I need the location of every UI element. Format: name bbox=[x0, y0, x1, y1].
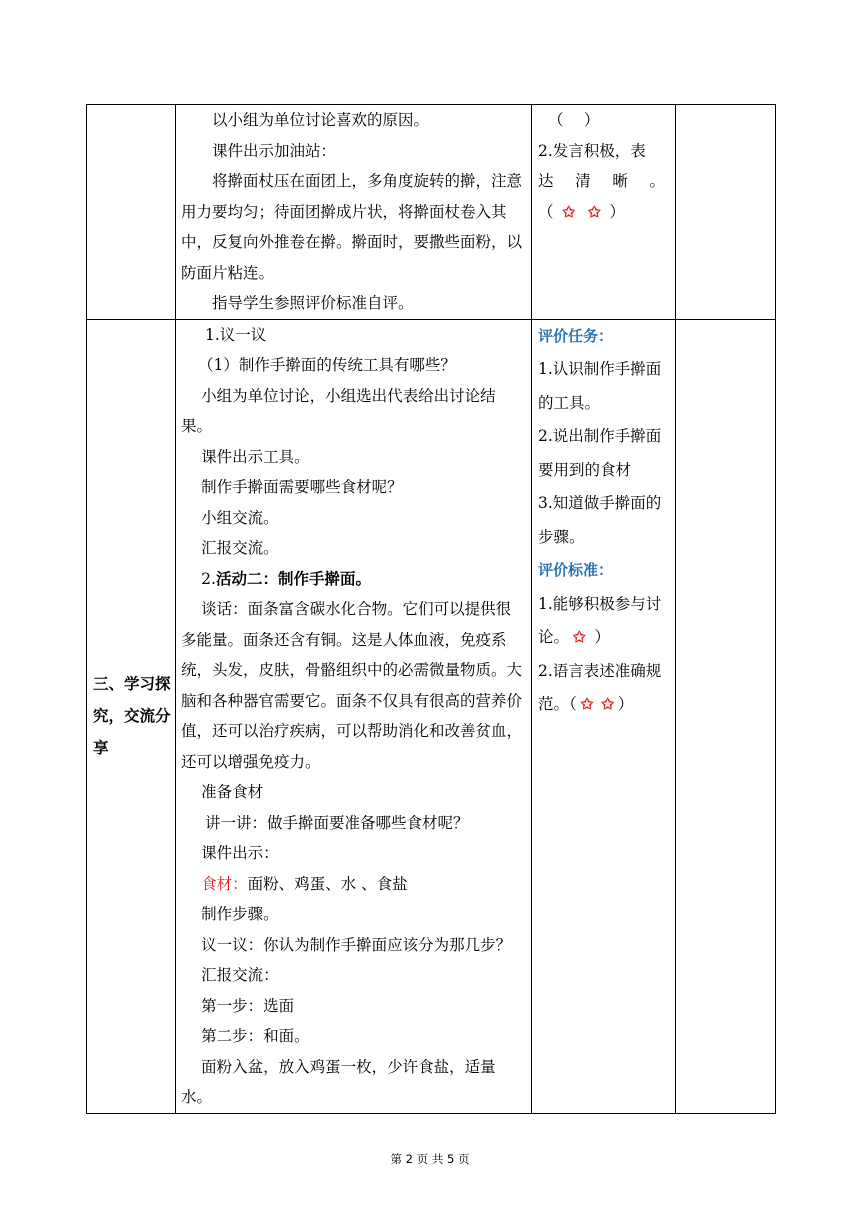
stage-cell bbox=[87, 319, 176, 1113]
star-icon: ✩ bbox=[601, 695, 614, 713]
table-row bbox=[87, 319, 776, 1113]
paragraph: 第一步：选面 bbox=[201, 996, 295, 1015]
paragraph: （1）制作手擀面的传统工具有哪些？ bbox=[198, 356, 456, 374]
eval-task-heading: 评价任务： bbox=[538, 326, 614, 345]
eval-standard: 1.能够积极参与讨论。 ✩ ） bbox=[538, 588, 671, 655]
paragraph: 指导学生参照评价标准自评。 bbox=[212, 294, 414, 312]
eval-text: 达 清 晰 。 bbox=[538, 172, 665, 190]
paragraph: 讲一讲：做手擀面要准备哪些食材呢？ bbox=[205, 813, 469, 832]
eval-task: 3.知道做手擀面的步骤。 bbox=[538, 494, 662, 546]
notes-cell bbox=[676, 319, 776, 1113]
table-row bbox=[87, 105, 776, 320]
star-icon: ✩ bbox=[562, 202, 576, 221]
page-footer: 第 2 页 共 5 页 bbox=[390, 1152, 470, 1166]
activity-heading: 2.活动二：制作手擀面。 bbox=[201, 569, 371, 588]
star-icon: ✩ bbox=[580, 695, 594, 713]
star-icon: ✩ bbox=[587, 202, 601, 221]
activity-cell bbox=[176, 105, 532, 320]
eval-task: 2.说出制作手擀面要用到的食材 bbox=[538, 427, 662, 479]
eval-text: 2.发言积极，表 bbox=[538, 141, 646, 160]
paragraph: 第二步：和面。 bbox=[201, 1027, 310, 1045]
stage-title: 三、学习探究，交流分享 bbox=[93, 675, 171, 757]
paragraph: 以小组为单位讨论喜欢的原因。 bbox=[212, 111, 430, 129]
paragraph: 课件出示加油站： bbox=[212, 141, 337, 160]
notes-cell bbox=[676, 105, 776, 320]
evaluation-cell bbox=[532, 319, 676, 1113]
evaluation-cell bbox=[532, 105, 676, 320]
activity-cell bbox=[176, 319, 532, 1113]
paragraph: 1.议一议 bbox=[205, 325, 267, 344]
eval-task: 1.认识制作手擀面的工具。 bbox=[538, 360, 662, 412]
paragraph: 面粉入盆，放入鸡蛋一枚，少许食盐，适量水。 bbox=[181, 1057, 496, 1106]
paragraph: 汇报交流： bbox=[201, 966, 279, 984]
paragraph: 制作步骤。 bbox=[201, 905, 279, 923]
paragraph: 制作手擀面需要哪些食材呢？ bbox=[201, 478, 403, 496]
paragraph: 课件出示： bbox=[201, 844, 279, 862]
paragraph: 将擀面杖压在面团上，多角度旋转的擀，注意用力要均匀；待面团擀成片状，将擀面杖卷入其中，反复向外推卷在擀。擀面时，要撒些面粉，以防面片粘连。 bbox=[181, 172, 523, 282]
paragraph: 小组为单位讨论，小组选出代表给出讨论结果。 bbox=[181, 386, 496, 435]
paragraph: 准备食材 bbox=[201, 783, 264, 801]
paragraph: 议一议：你认为制作手擀面应该分为那几步？ bbox=[201, 935, 512, 954]
paragraph: 课件出示工具。 bbox=[201, 447, 310, 466]
paragraph: 谈话：面条富含碳水化合物。它们可以提供很多能量。面条还含有铜。这是人体血液，免疫系统，头发，皮肤，骨骼组织中的必需微量物质。大脑和各种器官需要它。面条不仅具有很高的营养价值，还可以治疗疾病，可以帮助消化和改善贫血，还可以增强免疫力。 bbox=[181, 600, 523, 771]
stage-cell bbox=[87, 105, 176, 320]
star-icon: ✩ bbox=[573, 628, 586, 646]
eval-standard: 2.语言表述准确规范。（ ✩ ✩ ） bbox=[538, 655, 671, 722]
paragraph: 汇报交流。 bbox=[201, 539, 279, 557]
paragraph: 小组交流。 bbox=[201, 508, 279, 527]
eval-rating: （ ✩ ✩ ） bbox=[538, 197, 671, 228]
ingredients-line: 食材：面粉、鸡蛋、水 、食盐 bbox=[201, 874, 408, 893]
eval-standard-heading: 评价标准： bbox=[538, 561, 614, 579]
lesson-plan-table bbox=[86, 104, 776, 1114]
eval-text: （ ） bbox=[548, 111, 600, 129]
